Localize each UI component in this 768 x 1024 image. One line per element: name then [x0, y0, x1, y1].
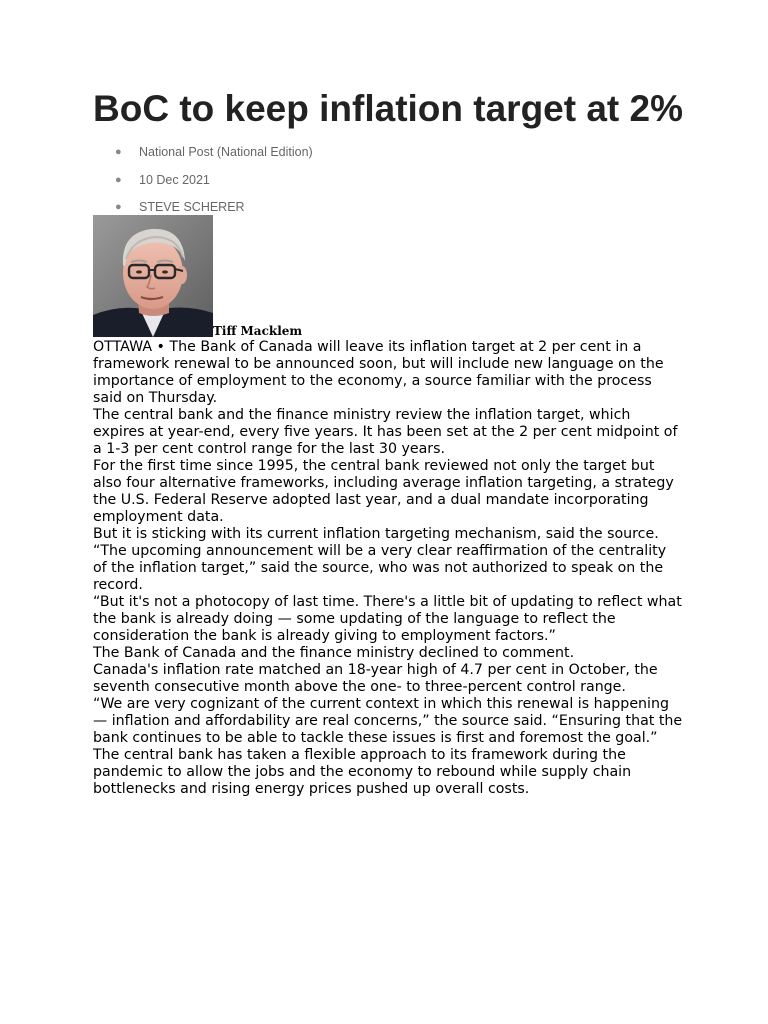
bullet-icon: ● — [115, 201, 122, 213]
paragraph: “The upcoming announcement will be a very clear reaffirmation of the centrality of the inflation target,” said the source, who was not authorized to speak on the record. — [93, 543, 667, 593]
bullet-icon: ● — [115, 146, 122, 158]
paragraph: OTTAWA • The Bank of Canada will leave its inflation target at 2 per cent in a framework renewal to be announced soon, but will include new language on the importance of employment to the economy, a source familiar with the process said on Thursday. — [93, 339, 664, 406]
article — [93, 88, 683, 798]
paragraph: The central bank has taken a flexible approach to its framework during the pandemic to allow the jobs and the economy to rebound while supply chain bottlenecks and rising energy prices pushed up overall costs. — [93, 747, 632, 797]
paragraph: For the first time since 1995, the central bank reviewed not only the target but also four alternative frameworks, including average inflation targeting, a strategy the U.S. Federal Reserve adopted last year, and a dual mandate incorporating employment data. — [93, 458, 674, 525]
paragraph: Canada's inflation rate matched an 18-year high of 4.7 per cent in October, the seventh consecutive month above the one- to three-percent control range. — [93, 662, 658, 695]
bullet-icon: ● — [115, 173, 122, 186]
paragraph: “We are very cognizant of the current context in which this renewal is happening — inflation and affordability are real concerns,” the source said. “Ensuring that the bank continues to be able to tackle these issues is first and foremost the goal.” — [93, 696, 683, 746]
paragraph: The Bank of Canada and the finance ministry declined to comment. — [93, 645, 575, 661]
meta-item-publication — [93, 144, 683, 160]
paragraph: But it is sticking with its current inflation targeting mechanism, said the source. — [93, 526, 659, 542]
article-body — [93, 339, 683, 798]
portrait-photo — [93, 215, 213, 337]
meta-item-date — [93, 172, 683, 188]
meta-publication: National Post (National Edition) — [139, 145, 313, 159]
paragraph: The central bank and the finance ministry review the inflation target, which expires at year-end, every five years. It has been set at the 2 per cent midpoint of a 1-3 per cent control range for the last 30 years. — [93, 407, 678, 457]
meta-author: STEVE SCHERER — [139, 200, 245, 214]
meta-date: 10 Dec 2021 — [139, 172, 210, 187]
article-meta-list — [93, 144, 683, 215]
article-figure — [93, 215, 683, 337]
paragraph: “But it's not a photocopy of last time. There's a little bit of updating to reflect what the bank is already doing — some updating of the language to reflect the consideration the bank is already giving to employment factors.” — [93, 594, 682, 644]
article-title: BoC to keep inflation target at 2% — [93, 88, 684, 129]
photo-caption: Tiff Macklem — [213, 324, 303, 338]
meta-item-author — [93, 199, 683, 215]
